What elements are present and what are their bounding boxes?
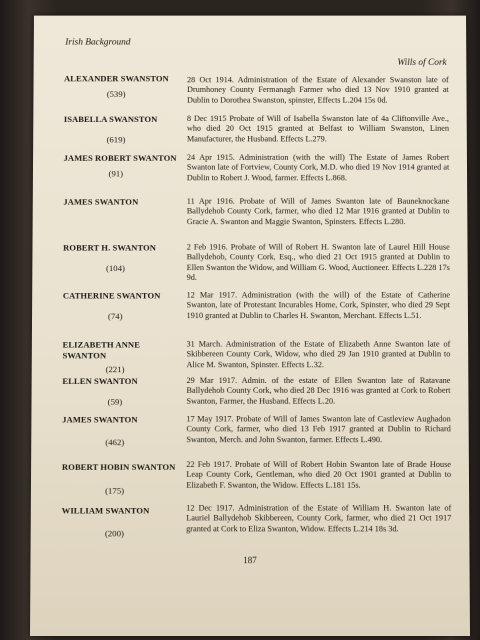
entry-number: (104) bbox=[106, 263, 125, 274]
entry-text: 12 Dec 1917. Administration of the Estate of William H. Swanton late of Lauriel Ballydehob Skibbereen, County Cork, farmer, who died 21 Oct 1917 granted at Cork to Eliza Swanton, Widow. Effects L.214 18s 3d. bbox=[186, 503, 452, 534]
entry-number: (200) bbox=[104, 528, 124, 539]
entry-name: WILLIAM SWANTON bbox=[61, 505, 150, 516]
entry-text: 29 Mar 1917. Admin. of the estate of Ellen Swanton late of Ratavane Ballydehob County Cork, who died 28 Dec 1916 was granted at Cork to Robert Swanton, Farmer, the Husband. Effects L.20. bbox=[186, 376, 451, 406]
page-number: 187 bbox=[243, 555, 257, 566]
entry-name: ROBERT H. SWANTON bbox=[63, 242, 157, 253]
book-page bbox=[30, 16, 470, 636]
entry-name: ELIZABETH ANNE SWANTON bbox=[62, 339, 141, 361]
entry-number: (462) bbox=[105, 437, 125, 448]
entry-text: 31 March. Administration of the Estate of Elizabeth Anne Swanton late of Skibbereen County Cork, Widow, who died 29 Jan 1910 granted at Dublin to Alice M. Swanton, Spinster. Effects L.32. bbox=[186, 339, 451, 369]
entry-text: 8 Dec 1915 Probate of Will of Isabella Swanston late of 4a Cliftonville Ave., who died 20 Oct 1915 granted at Belfast to William Swanston, Linen Manufacturer, the Husband. Effects L.279. bbox=[186, 114, 450, 144]
entry-name: ALEXANDER SWANSTON bbox=[64, 73, 169, 84]
entry-text: 17 May 1917. Probate of Will of James Swanton late of Castleview Aughadon County Cork, farmer, who died 13 Feb 1917 granted at Dublin to Richard Swanton, Merch. and John Swanton, farmer. Effects L.490. bbox=[186, 414, 451, 444]
entry-text: 12 Mar 1917. Administration (with the will) of the Estate of Catherine Swanton, late of Protestant Incurables Home, Cork, Spinster, who died 29 Sept 1910 granted at Dublin to Charles H. Swanton, Merchant. Effects L.51. bbox=[186, 290, 451, 320]
entry-number: (539) bbox=[106, 89, 126, 99]
running-header-left: Irish Background bbox=[65, 37, 131, 48]
entry-name: CATHERINE SWANTON bbox=[62, 290, 161, 301]
entry-number: (619) bbox=[106, 134, 126, 145]
entry-text: 2 Feb 1916. Probate of Will of Robert H. Swanton late of Laurel Hill House Ballydehob, County Cork, Esq., who died 21 Oct 1915 granted at Dublin to Ellen Swanton the Widow, and William G. Wood, Auctioneer. Effects L.228 17s 9d. bbox=[186, 242, 450, 283]
entry-text: 22 Feb 1917. Probate of Will of Robert Hobin Swanton late of Brade House Leap County Cork, Gentleman, who died 20 Oct 1901 granted at Dublin to Elizabeth F. Swanton, the Widow. Effects L.181 15s. bbox=[186, 459, 452, 490]
entry-name: JAMES SWANTON bbox=[62, 414, 138, 425]
entry-number: (59) bbox=[107, 396, 123, 407]
entry-number: (221) bbox=[105, 364, 125, 375]
entry-number: (91) bbox=[108, 168, 124, 179]
entry-name: JAMES ROBERT SWANTON bbox=[63, 153, 177, 163]
entry-number: (74) bbox=[107, 311, 123, 322]
running-header-right: Wills of Cork bbox=[397, 58, 447, 68]
entry-text: 24 Apr 1915. Administration (with the will) The Estate of James Robert Swanton late of Fortview, County Cork, M.D. who died 19 Nov 1914 granted at Dublin to Robert J. Wood, farmer. Effects L.868. bbox=[186, 153, 450, 183]
entry-text: 28 Oct 1914. Administration of the Estate of Alexander Swanston late of Drumhoney County Fermanagh Farmer who died 13 Nov 1910 granted at Dublin to Dorothea Swanston, spinster, Effects L.204 15s 0d. bbox=[186, 75, 449, 105]
entry-name: ISABELLA SWANSTON bbox=[63, 114, 158, 124]
entry-name: JAMES SWANTON bbox=[63, 196, 139, 207]
entry-name: ROBERT HOBIN SWANTON bbox=[61, 461, 176, 472]
entry-number: (175) bbox=[105, 485, 125, 496]
entry-text: 11 Apr 1916. Probate of Will of James Swanton late of Bauneknockane Ballydehob County Cork, farmer, who died 12 Mar 1916 granted at Dublin to Gracie A. Swanton and Maggie Swanton, Spinsters. Effects L.280. bbox=[186, 196, 450, 226]
entry-name: ELLEN SWANTON bbox=[62, 376, 138, 386]
